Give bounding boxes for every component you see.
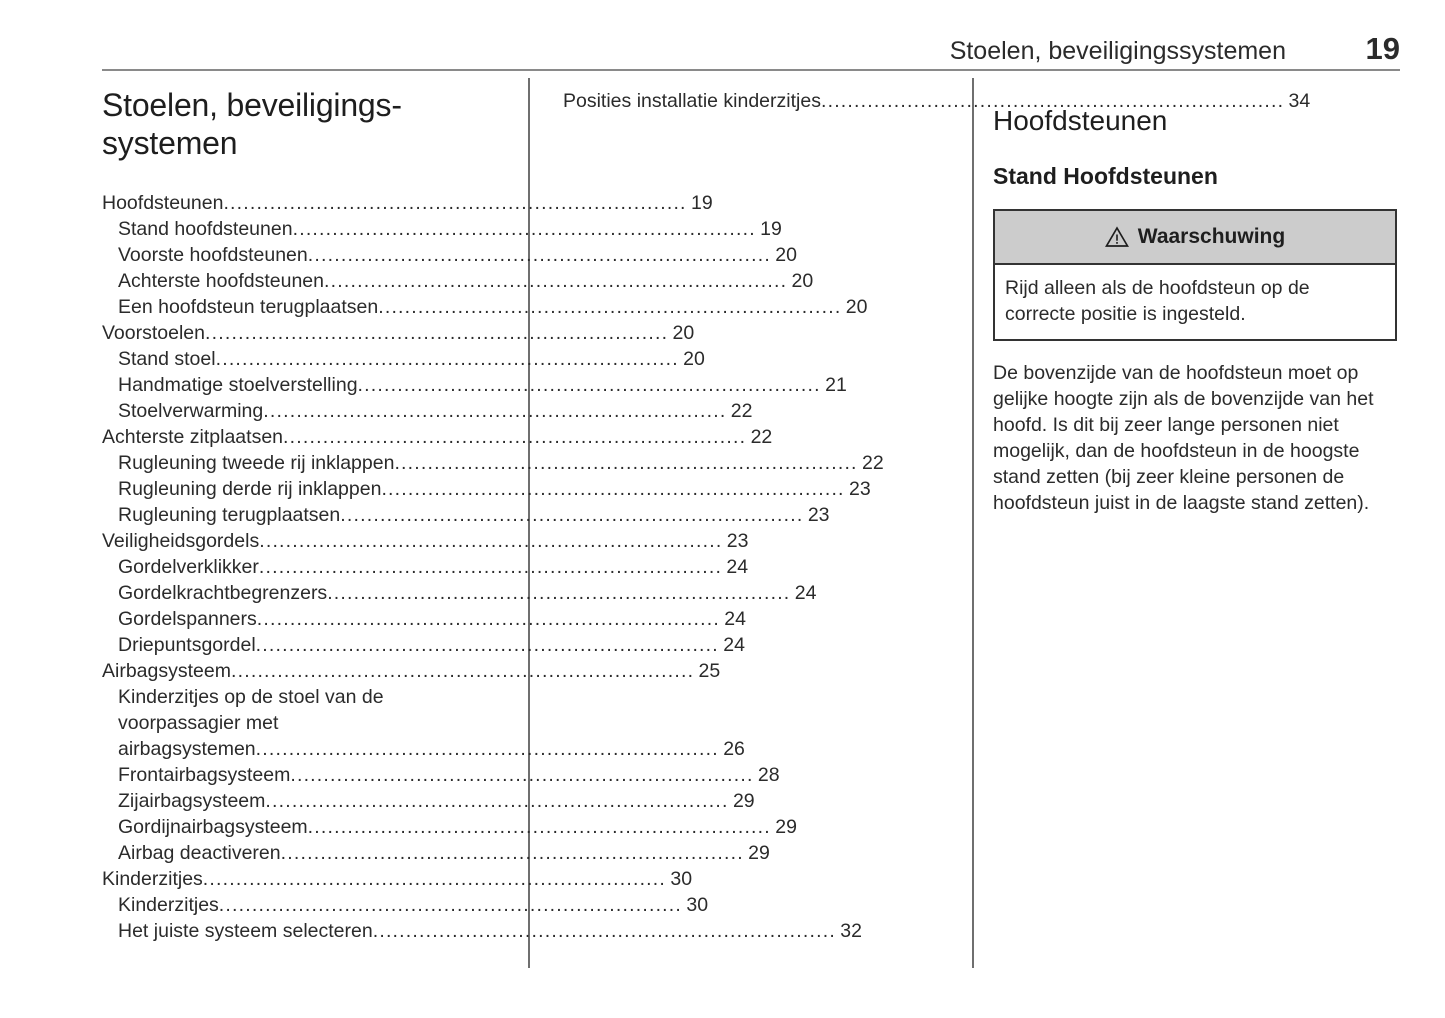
toc-dot-leader: ...................................................................... [820,90,1285,112]
toc-entry-label: Kinderzitjes op de stoel van de [118,686,384,708]
toc-entry-label: Hoofdsteunen [102,192,224,214]
toc-dot-leader: ...................................................................... [218,894,683,916]
toc-dot-leader: ...................................................................... [394,452,858,474]
table-of-contents [102,190,884,944]
toc-entry-page-number: 32 [840,920,862,942]
toc-dot-leader: ...................................................................... [323,270,788,292]
toc-dot-leader: ...................................................................... [202,868,667,890]
right-column [993,78,1401,536]
toc-dot-leader: ...................................................................... [372,920,836,942]
toc-entry-page-number: 24 [794,582,817,604]
toc-dot-leader: ...................................................................... [378,296,842,318]
toc-entry-label: Driepuntsgordel [118,634,256,656]
toc-dot-leader: ...................................................................... [255,634,719,656]
toc-entry-label: Handmatige stoelverstelling [118,374,358,396]
toc-entry[interactable] [102,554,749,580]
toc-entry[interactable] [102,502,830,528]
page-header [102,31,1400,70]
toc-entry-label: Gordijnairbagsysteem [118,816,308,838]
toc-entry-label: Achterste zitplaatsen [102,426,284,448]
toc-entry-label: Kinderzitjes [118,894,219,916]
toc-dot-leader: ...................................................................... [259,530,723,552]
toc-entry-page-number: 24 [726,556,749,578]
toc-dot-leader: ...................................................................... [215,348,679,370]
toc-entry-page-number: 34 [1288,90,1311,112]
toc-entry[interactable] [563,88,1311,114]
toc-entry-label: Stoelverwarming [118,400,264,422]
toc-entry-label: Airbagsysteem [102,660,231,682]
middle-column [563,78,1311,114]
toc-entry-label: Gordelspanners [118,608,257,630]
toc-entry[interactable] [102,892,709,918]
toc-entry[interactable] [102,424,773,450]
toc-entry[interactable] [102,840,770,866]
toc-entry-page-number: 28 [757,764,780,786]
toc-entry-page-number: 26 [723,738,745,760]
toc-entry-page-number: 24 [723,634,745,656]
toc-entry[interactable] [102,476,871,502]
toc-entry-label: Airbag deactiveren [118,842,281,864]
toc-dot-leader: ...................................................................... [280,842,744,864]
toc-entry-label: Rugleuning derde rij inklappen [118,478,382,500]
toc-entry[interactable] [102,866,693,892]
toc-entry-label: Voorstoelen [102,322,205,344]
toc-entry[interactable] [102,528,749,554]
toc-entry[interactable] [102,268,814,294]
toc-dot-leader: ...................................................................... [230,660,695,682]
toc-dot-leader: ...................................................................... [223,192,687,214]
toc-entry-label: Zijairbagsysteem [118,790,266,812]
toc-entry-label: Gordelkrachtbegrenzers [118,582,328,604]
toc-dot-leader: ...................................................................... [307,816,771,838]
toc-entry[interactable] [102,346,705,372]
toc-entry-page-number: 22 [861,452,884,474]
toc-entry-page-number: 21 [825,374,847,396]
toc-entry-label: Gordelverklikker [118,556,259,578]
warning-box-header [995,211,1395,265]
toc-entry[interactable] [102,710,497,736]
toc-entry-page-number: 20 [845,296,868,318]
toc-entry[interactable] [102,684,497,710]
toc-entry-label: Stand hoofdsteunen [118,218,293,240]
toc-entry-page-number: 24 [724,608,746,630]
toc-entry-label: Kinderzitjes [102,868,203,890]
warning-box-body: Rijd alleen als de hoofdsteun op de correcte positie is ingesteld. [1005,277,1310,325]
section-heading-hoofdsteunen: Hoofdsteunen [993,105,1168,136]
toc-entry[interactable] [102,762,780,788]
toc-dot-leader: ...................................................................... [307,244,771,266]
toc-entry[interactable] [102,450,884,476]
toc-dot-leader: ...................................................................... [283,426,747,448]
body-paragraph: De bovenzijde van de hoofdsteun moet op gelijke hoogte zijn als de bovenzijde van het hoofd. Is dit bij zeer lange personen niet mogelijk, dan de hoofdsteun in de hoogste stand zetten (bij zeer kleine personen de hoofdsteun juist in de laagste stand zetten). [993,362,1374,514]
toc-entry-page-number: 20 [791,270,814,292]
toc-entry-label: Frontairbagsysteem [118,764,291,786]
toc-dot-leader: ...................................................................... [357,374,821,396]
toc-dot-leader: ...................................................................... [205,322,669,344]
subsection-heading-stand-hoofdsteunen: Stand Hoofdsteunen [993,163,1218,189]
toc-entry[interactable] [102,632,745,658]
toc-entry-page-number: 20 [683,348,705,370]
toc-dot-leader: ...................................................................... [290,764,754,786]
warning-box [993,209,1397,341]
toc-entry[interactable] [102,788,755,814]
toc-dot-leader: ...................................................................... [256,608,720,630]
toc-entry-label: voorpassagier met [118,712,279,734]
chapter-title [102,86,497,162]
toc-entry-label: Stand stoel [118,348,216,370]
toc-entry-label: Het juiste systeem selecteren [118,920,373,942]
toc-entry[interactable] [102,294,868,320]
toc-entry[interactable] [102,918,862,944]
toc-entry[interactable] [102,242,797,268]
warning-box-title: Waarschuwing [1137,225,1286,248]
warning-triangle-icon [1105,226,1129,248]
toc-dot-leader: ...................................................................... [265,790,729,812]
toc-entry[interactable] [102,658,721,684]
header-rule [102,69,1400,71]
toc-entry[interactable] [102,190,713,216]
toc-entry-label: Achterste hoofdsteunen [118,270,324,292]
toc-entry-page-number: 30 [686,894,709,916]
toc-entry-page-number: 20 [672,322,695,344]
chapter-title-line-2: systemen [102,125,238,161]
toc-entry-label: Posities installatie kinderzitjes [563,90,821,112]
toc-entry-label: Een hoofdsteun terugplaatsen [118,296,379,318]
toc-entry-page-number: 22 [730,400,753,422]
toc-entry[interactable] [102,814,797,840]
toc-entry-label: Rugleuning terugplaatsen [118,504,341,526]
header-chapter-title: Stoelen, beveiligingssystemen [949,37,1286,65]
toc-dot-leader: ...................................................................... [263,400,727,422]
toc-entry-page-number: 29 [748,842,770,864]
toc-dot-leader: ...................................................................... [255,738,719,760]
toc-entry-page-number: 23 [726,530,749,552]
toc-entry-page-number: 22 [750,426,773,448]
toc-entry-page-number: 23 [848,478,871,500]
toc-entry-label: Veiligheidsgordels [102,530,260,552]
toc-entry-page-number: 19 [760,218,782,240]
toc-entry[interactable] [102,736,745,762]
chapter-title-line-1: Stoelen, beveiligings- [102,87,402,123]
toc-entry-label: Rugleuning tweede rij inklappen [118,452,395,474]
toc-entry-page-number: 30 [670,868,693,890]
toc-entry-page-number: 25 [698,660,721,682]
toc-entry-page-number: 29 [775,816,797,838]
toc-entry-page-number: 19 [690,192,713,214]
toc-dot-leader: ...................................................................... [340,504,804,526]
toc-dot-leader: ...................................................................... [258,556,723,578]
toc-entry[interactable] [102,320,695,346]
toc-dot-leader: ...................................................................... [327,582,791,604]
toc-entry[interactable] [102,580,817,606]
toc-entry[interactable] [102,216,782,242]
toc-entry-label: airbagsystemen [118,738,256,760]
toc-entry-page-number: 20 [775,244,797,266]
table-of-contents-continued [563,88,1311,114]
toc-entry[interactable] [102,372,847,398]
toc-dot-leader: ...................................................................... [381,478,845,500]
toc-entry-page-number: 29 [732,790,755,812]
toc-entry-label: Voorste hoofdsteunen [118,244,308,266]
header-page-number: 19 [1365,31,1400,66]
toc-entry[interactable] [102,606,746,632]
column-divider-right [972,78,974,968]
toc-entry[interactable] [102,398,753,424]
toc-dot-leader: ...................................................................... [292,218,756,240]
toc-entry-page-number: 23 [807,504,830,526]
